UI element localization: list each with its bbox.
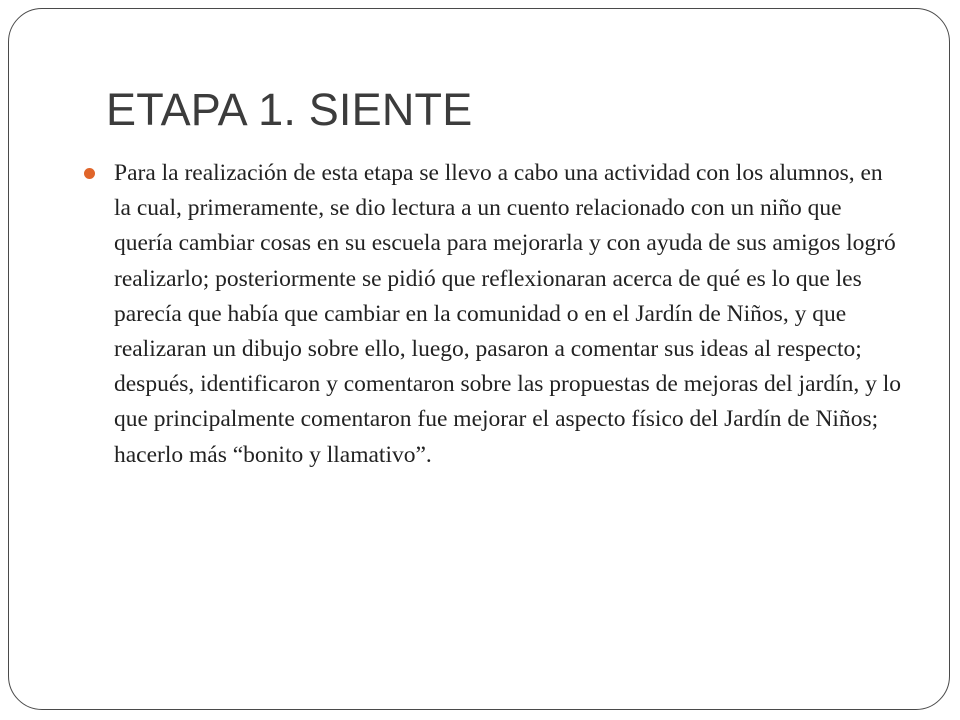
bullet-item xyxy=(82,156,902,473)
bullet-list xyxy=(82,156,902,473)
bullet-text: Para la realización de esta etapa se llevo a cabo una actividad con los alumnos, en la cual, primeramente, se dio lectura a un cuento relacionado con un niño que quería cambiar cosas en su escuela para mejorarla y con ayuda de sus amigos logró realizarlo; posteriormente se pidió que reflexionaran acerca de qué es lo que les parecía que había que cambiar en la comunidad o en el Jardín de Niños, y que realizaran un dibujo sobre ello, luego, pasaron a comentar sus ideas al respecto; después, identificaron y comentaron sobre las propuestas de mejoras del jardín, y lo que principalmente comentaron fue mejorar el aspecto físico del Jardín de Niños; hacerlo más “bonito y llamativo”. xyxy=(114,160,902,468)
slide-title: ETAPA 1. SIENTE xyxy=(106,84,473,135)
bullet-dot-icon xyxy=(84,168,95,179)
